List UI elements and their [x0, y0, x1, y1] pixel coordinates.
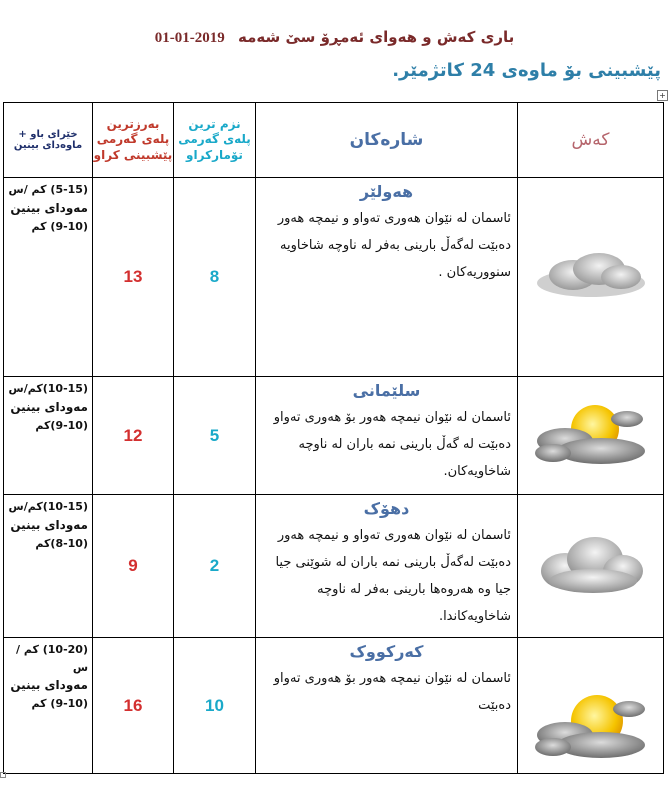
forecast-subtitle: پێشبینی بۆ ماوەی 24 کاتژمێر. [392, 60, 661, 81]
table-resize-handle[interactable] [0, 772, 6, 778]
table-header-row [4, 103, 664, 178]
sun-behind-clouds-icon [531, 399, 651, 469]
visibility-label: مەودای بینین [10, 200, 88, 215]
header-max-temp: بەرزترین پلەی گەرمی پێشبینی کراو [93, 103, 174, 178]
max-temp: 16 [93, 638, 174, 774]
weather-icon-cell [518, 377, 664, 495]
weather-icon-cell [518, 495, 664, 638]
visibility-range: (8-10)کم [35, 536, 88, 550]
wind-speed: (10-20) کم /س [16, 643, 88, 674]
table-row [4, 495, 664, 638]
page-title [0, 28, 669, 47]
visibility-range: (9-10)کم [35, 418, 88, 432]
wind-visibility-cell [4, 495, 93, 638]
header-weather: کەش [518, 103, 664, 178]
table-row [4, 377, 664, 495]
weather-description: ئاسمان لە نێوان نیمچە هەور بۆ هەوری تەواو دەبێت [273, 671, 511, 713]
visibility-range: (9-10) کم [31, 219, 88, 233]
min-temp: 8 [174, 178, 256, 377]
city-cell [256, 638, 518, 774]
wind-visibility-cell [4, 638, 93, 774]
header-wind: خێرای باو + ماوەدای بینین [4, 103, 93, 178]
title-text: باری کەش و هەوای ئەمڕۆ سێ شەمە [237, 28, 515, 46]
max-temp: 9 [93, 495, 174, 638]
min-temp: 2 [174, 495, 256, 638]
cloud-icon [535, 531, 647, 597]
min-temp: 5 [174, 377, 256, 495]
visibility-label: مەودای بینین [10, 399, 88, 414]
city-name: سلێمانی [352, 381, 421, 400]
max-temp: 12 [93, 377, 174, 495]
cloud-icon [533, 247, 649, 303]
city-name: دهۆک [363, 499, 410, 518]
wind-speed: (10-15)کم/س [8, 500, 88, 513]
city-name: هەولێر [359, 182, 414, 201]
weather-description: ئاسمان لە نێوان هەوری تەواو و نیمچە هەور دەبێت لەگەڵ بارینی بەفر لە ناوچە شاخاویە سنووریەکان . [277, 211, 511, 280]
city-cell [256, 178, 518, 377]
visibility-label: مەودای بینین [10, 517, 88, 532]
weather-icon-cell [518, 178, 664, 377]
sun-behind-clouds-icon [531, 689, 651, 763]
weather-table [3, 102, 664, 774]
wind-speed: (10-15)کم/س [8, 382, 88, 395]
city-cell [256, 377, 518, 495]
visibility-range: (9-10) کم [31, 697, 88, 711]
city-cell [256, 495, 518, 638]
table-move-handle-icon[interactable]: + [657, 90, 668, 101]
title-date: 2019-01-01 [154, 30, 225, 46]
header-min-temp: نزم ترین پلەی گەرمی تۆمارکراو [174, 103, 256, 178]
wind-visibility-cell [4, 178, 93, 377]
header-cities: شارەکان [256, 103, 518, 178]
weather-icon-cell [518, 638, 664, 774]
table-row [4, 178, 664, 377]
min-temp: 10 [174, 638, 256, 774]
table-row [4, 638, 664, 774]
wind-speed: (5-15) کم /س [8, 183, 88, 196]
max-temp: 13 [93, 178, 174, 377]
wind-visibility-cell [4, 377, 93, 495]
city-name: کەرکووک [349, 642, 424, 661]
weather-description: ئاسمان لە نێوان هەوری تەواو و نیمچە هەور دەبێت لەگەڵ بارینی نمە باران لە شوێنی جیا جیا وە هەروەها بارینی بەفر لە ناوچە شاخاویەکاندا. [275, 528, 511, 624]
weather-description: ئاسمان لە نێوان نیمچە هەور بۆ هەوری تەواو دەبێت لە گەڵ بارینی نمە باران لە ناوچە شاخاویەکان. [273, 410, 511, 479]
visibility-label: مەودای بینین [10, 678, 88, 693]
